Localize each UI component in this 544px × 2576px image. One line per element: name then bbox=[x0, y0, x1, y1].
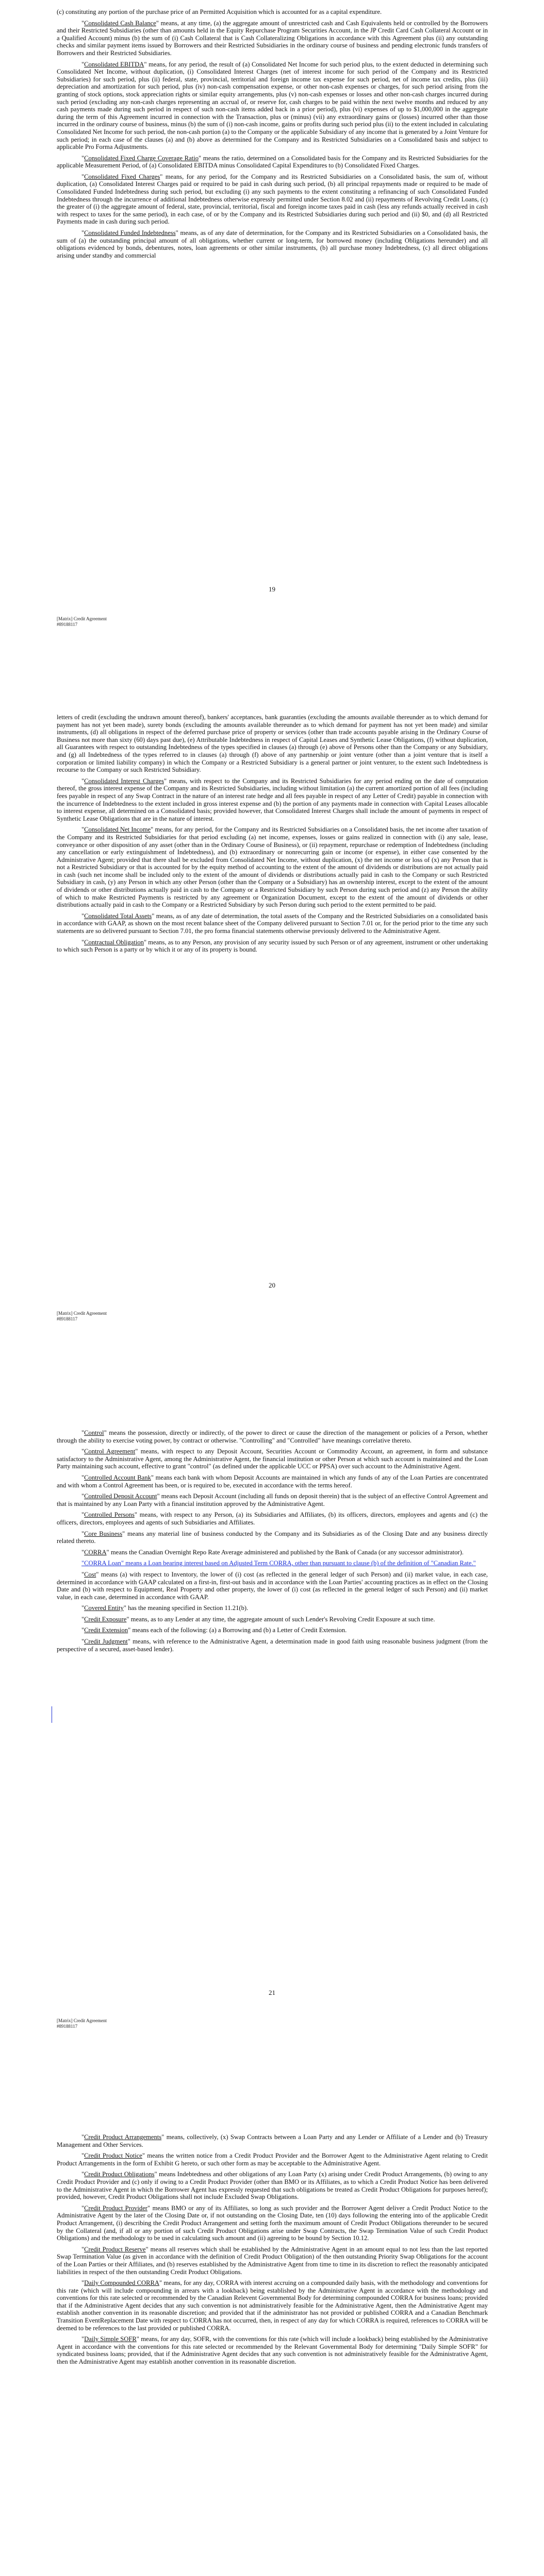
definition-paragraph: "Credit Product Notice" means the written notice from a Credit Product Provider and the Borrower Agent to the Administrative Agent relating to Credit Product Arrangements in the form of Exhibit G hereto, or such other form as may be acceptable to the Administrative Agent. bbox=[57, 2152, 488, 2167]
defined-term: Core Business bbox=[84, 1530, 123, 1537]
definition-text: means, for any period, the result of (a) Consolidated Net Income for such period plus, to the extent deducted in determining such Consolidated Net Income, without duplication, (i) Consolidated Interest Charges (net of interest income for such period of the Company and its Restricted Subsidiaries) for such period, plus (ii) federal, state, provincial, territorial and foreign income tax expense for such period, net of income tax credits, plus (iii) depreciation and amortization for such period, plus (iv) non-cash compensation expense, or other non-cash expenses or charges, for such period arising from the granting of stock options, stock appreciation rights or similar equity arrangements, plus (v) non-cash expenses or losses and other non-cash charges incurred during such period (excluding any non-cash charges representing an accrual of, or reserve for, cash charges to be paid within the next twelve months and reduced by any cash payments made during such period in respect of such non-cash items added back in a prior period), plus (vi) expenses of up to $1,000,000 in the aggregate during the term of this Agreement incurred in connection with the Transaction, plus or (minus) (vii) any extraordinary gains or (losses) incurred other than those incurred in the ordinary course of business, minus (b) the sum of (i) non-cash income, gains or profits during such period plus (ii) to the extent included in calculating Consolidated Net Income for such period, the non-cash portion (a) to the Company or the applicable Subsidiary of any income that is generated by a Joint Venture for such period; in each case of the clauses (a) and (b) above as determined for the Company and its Restricted Subsidiaries on a Consolidated basis and subject to applicable Pro Forma Adjustments. bbox=[57, 60, 488, 151]
definition-paragraph: "Covered Entity" has the meaning specified in Section 11.21(b). bbox=[81, 1604, 249, 1612]
definition-paragraph: "CORRA" means the Canadian Overnight Repo Rate Average administered and published by the Bank of Canada (or any successor administrator). bbox=[81, 1548, 464, 1556]
footer-title: [Matrix] Credit Agreement bbox=[57, 2018, 107, 2023]
page-body bbox=[57, 714, 488, 957]
definition-text: means each of the following: (a) a Borrowing and (b) a Letter of Credit Extension. bbox=[130, 1626, 347, 1634]
definition-text: means a Loan bearing interest based on Adjusted Term CORRA, other than pursuant to clause (b) of the definition of "Canadian Rate." bbox=[124, 1560, 476, 1567]
definition-paragraph: "Core Business" means any material line of business conducted by the Company and its Subsidiaries as of the Closing Date and any business directly related thereto. bbox=[57, 1530, 488, 1545]
definition-paragraph: "Daily Simple SOFR" means, for any day, SOFR, with the conventions for this rate (which will include a lookback) being established by the Administrative Agent in accordance with the conventions for this rate selected or recommended by the Relevant Governmental Body for determining "Daily Simple SOFR" for syndicated business loans; provided, that if the Administrative Agent decides that any such convention is not administratively feasible for the Administrative Agent, then the Administrative Agent may establish another convention in its reasonable discretion. bbox=[57, 2335, 488, 2366]
definition-paragraph: "Credit Product Provider" means BMO or any of its Affiliates, so long as such provider and the Borrower Agent deliver a Credit Product Notice to the Administrative Agent by the later of the Closing Date or, if not outstanding on the Closing Date, ten (10) days following the entering into of the applicable Credit Product Arrangement, (i) describing the Credit Product Arrangement and setting forth the maximum amount of Credit Product Obligations thereunder to be secured by the Collateral (and, if all or any portion of such Credit Product Obligations arise under Swap Contracts, the Swap Termination Value of such Credit Product Obligations) and the methodology to be used in calculating such amount and (ii) agreeing to be bound by Section 10.12. bbox=[57, 2204, 488, 2242]
page-footer bbox=[57, 616, 107, 628]
defined-term: Credit Product Provider bbox=[84, 2204, 148, 2212]
revised-definition-paragraph: "CORRA Loan" means a Loan bearing interest based on Adjusted Term CORRA, other than pursuant to clause (b) of the definition of "Canadian Rate." bbox=[81, 1560, 476, 1567]
defined-term: Daily Simple SOFR bbox=[84, 2335, 137, 2343]
page-number: 19 bbox=[269, 585, 275, 593]
defined-term: Credit Extension bbox=[84, 1626, 128, 1634]
definition-text: letters of credit (excluding the undrawn amount thereof), bankers' acceptances, bank guaranties (excluding the amounts available thereunder as to which demand for payment has not yet been made), surety bonds (excluding the amounts available thereunder as to which demand for payment has not yet been made) and similar instruments, (d) all obligations in respect of the deferred purchase price of property or services (other than trade accounts payable arising in the Ordinary Course of Business not more than sixty (60) days past due), (e) Attributable Indebtedness in respect of Capital Leases and Synthetic Lease Obligations, (f) without duplication, all Guarantees with respect to outstanding Indebtedness of the types specified in clauses (a) through (e) above of Persons other than the Company or any Subsidiary, and (g) all Indebtedness of the types referred to in clauses (a) through (f) above of any partnership or joint venture (other than a joint venture that is itself a corporation or limited liability company) in which the Company or a Restricted Subsidiary is a general partner or joint venturer, to the extent such Indebtedness is recourse to the Company or such Restricted Subsidiary. bbox=[57, 714, 488, 774]
footer-doc-id: #89188117 bbox=[57, 1316, 78, 1321]
definition-paragraph bbox=[57, 714, 488, 774]
definition-text: means, for any day, CORRA with interest accruing on a compounded daily basis, with the methodology and conventions for this rate (which will include compounding in arrears with a lookback) being established by the Administrative Agent in accordance with the methodology and conventions for this rate selected or recommended by the Canadian Relevent Governmental Body for determining compounded CORRA for business loans; provided that if the Administrative Agent decides that any such convention is not administratively feasible for the Administrative Agent, then the Administrative Agent may establish another convention in its reasonable discretion; and provided that if the administrator has not provided or published CORRA and a Canadian Benchmark Transition EventReplacement Date with respect to CORRA has not occurred, then, in respect of any day for which CORRA is required, references to CORRA will be deemed to be references to the last provided or published CORRA. bbox=[57, 2279, 488, 2332]
defined-term: Contractual Obligation bbox=[84, 938, 144, 946]
defined-term: CORRA bbox=[84, 1548, 107, 1556]
definition-text: means each bank with whom Deposit Accounts are maintained in which any funds of any of the Loan Parties are concentrated and with whom a Control Agreement has been, or is required to be, executed in accordance with the terms hereof. bbox=[57, 1473, 488, 1489]
definition-paragraph: "Controlled Persons" means, with respect to any Person, (a) its Subsidiaries and Affiliates, (b) its officers, directors, employees and agents and (c) the officers, directors, employees and agents of such Subsidiaries and Affiliates. bbox=[57, 1511, 488, 1526]
definition-paragraph: "Control" means the possession, directly or indirectly, of the power to direct or cause the direction of the management or policies of a Person, whether through the ability to exercise voting power, by contract or otherwise. "Controlling" and "Controlled" have meanings correlative thereto. bbox=[57, 1429, 488, 1444]
definition-text: means, for any period, for the Company and its Restricted Subsidiaries on a Consolidated basis, the sum of, without duplication, (a) Consolidated Interest Charges paid or required to be paid in cash during such period, (b) all principal repayments made or required to be made of Consolidated Funded Indebtedness during such period, but excluding (i) any such payments to the extent constituting a refinancing of such Consolidated Funded Indebtedness through the incurrence of additional Indebtedness otherwise expressly permitted under Section 8.02 and (ii) repayments of Revolving Credit Loans, (c) the greater of (i) the aggregate amount of federal, state, provincial, territorial, fiscal and foreign income taxes paid in cash (less any refunds actually received in cash with respect to taxes for the same period), in each case, of or by the Company and its Restricted Subsidiaries during such period and (ii) $0, and (d) all Restricted Payments made in cash during such period. bbox=[57, 173, 488, 226]
definition-paragraph: "Controlled Deposit Account" means each Deposit Account (including all funds on deposit therein) that is the subject of an effective Control Agreement and that is maintained by any Loan Party with a financial institution approved by the Administrative Agent. bbox=[57, 1493, 488, 1507]
definition-paragraph: "Consolidated Net Income" means, for any period, for the Company and its Restricted Subsidiaries on a Consolidated basis, the net income after taxation of the Company and its Restricted Subsidiaries for that period excluding (a) net income, expenses, losses or gains realized in connection with (i) any sale, lease, conveyance or other disposition of any asset (other than in the Ordinary Course of Business), or (ii) repayment, repurchase or redemption of Indebtedness (including any cancellation or early extinguishment of Indebtedness), and (b) extraordinary or nonrecurring gain or income (or expense), in either case consented by the Administrative Agent; provided that there shall be excluded from Consolidated Net Income, without duplication, (x) the net income or loss of (x) any Person that is not a Restricted Subsidiary or that is accounted for by the equity method of accounting to the extent of the amount of dividends or distributions are not actually paid in cash (such net income shall be included only to the extent of the amount of dividends or distributions actually paid in cash to the Company or such Restricted Subsidiary in cash, (y) any Person in which any other Person (other than the Company or a Subsidiary) has an ownership interest, except to the extent of the amount of dividends or other distributions actually paid in cash to the Company or a Restricted Subsidiary by such Person during such period and (z) any Person the ability of which to make Restricted Payments is restricted by any agreement or Organization Document, except to the extent of the amount of dividends or other distributions actually paid in cash to the Company or a Restricted Subsidiary by such Person during such period to the extent permitted to be paid. bbox=[57, 826, 488, 909]
page-21 bbox=[0, 1406, 544, 2110]
definition-text: means, at any time, (a) the aggregate amount of unrestricted cash and Cash Equivalents held or controlled by the Borrowers and their Restricted Subsidiaries (other than amounts held in the Equity Repurchase Program Securities Account, in the JP Credit Card Cash Collateral Account or in a Qualified Account) minus (b) the sum of (i) Cash Collateral that is Cash Collateralizing Obligations in accordance with this Agreement plus (ii) any outstanding checks and similar payment items issued by Borrowers and their Restricted Subsidiaries in the ordinary course of business and pending electronic funds transfers of Borrowers and their Restricted Subsidiaries. bbox=[57, 19, 488, 57]
footer-title: [Matrix] Credit Agreement bbox=[57, 616, 107, 621]
definition-text: means, with respect to any Deposit Account, Securities Account or Commodity Account, an agreement, in form and substance satisfactory to the Administrative Agent, among the Administrative Agent, the financial institution or other Person at which such account is maintained and the Loan Party maintaining such account, effective to grant "control" (as defined under the applicable UCC or PPSA) over such account to the Administrative Agent. bbox=[57, 1448, 488, 1470]
defined-term: Credit Product Reserve bbox=[84, 2245, 146, 2253]
defined-term: Control Agreement bbox=[84, 1448, 136, 1455]
definition-paragraph bbox=[57, 8, 488, 16]
defined-term: Credit Judgment bbox=[84, 1638, 128, 1646]
definition-text: means the possession, directly or indirectly, of the power to direct or cause the direction of the management or policies of a Person, whether through the ability to exercise voting power, by contract or otherwise. "Controlling" and "Controlled" have meanings correlative thereto. bbox=[57, 1429, 488, 1444]
defined-term: Credit Product Notice bbox=[84, 2152, 142, 2160]
defined-term: Consolidated Funded Indebtedness bbox=[84, 229, 176, 237]
definition-text: means, for any day, SOFR, with the conventions for this rate (which will include a lookback) being established by the Administrative Agent in accordance with the conventions for this rate selected or recommended by the Relevant Governmental Body for determining "Daily Simple SOFR" for syndicated business loans; provided, that if the Administrative Agent decides that any such convention is not administratively feasible for the Administrative Agent, then the Administrative Agent may establish another convention in its reasonable discretion. bbox=[57, 2335, 488, 2366]
page-19 bbox=[0, 0, 544, 703]
definition-text: means each Deposit Account (including all funds on deposit therein) that is the subject of an effective Control Agreement and that is maintained by any Loan Party with a financial institution approved by the Administrative Agent. bbox=[57, 1493, 488, 1507]
definition-paragraph: "Consolidated Interest Charges" means, with respect to the Company and its Restricted Subsidiaries for any period ending on the date of computation thereof, the gross interest expense of the Company and its Restricted Subsidiaries, including without limitation (a) the current amortized portion of all fees (including fees payable in respect of any Swap Contract in the nature of an interest rate hedge and all fees payable in respect of any Letter of Credit) payable in connection with the incurrence of Indebtedness to the extent included in gross interest expense and (b) the portion of any payments made in connection with Capital Leases allocable to interest expense, all determined on a Consolidated basis; provided however, that Consolidated Interest Charges shall include the amount of payments in respect of Synthetic Lease Obligations that are in the nature of interest. bbox=[57, 777, 488, 822]
defined-term: Controlled Deposit Account bbox=[84, 1493, 157, 1500]
definition-paragraph: "Daily Compounded CORRA" means, for any day, CORRA with interest accruing on a compounded daily basis, with the methodology and conventions for this rate (which will include compounding in arrears with a lookback) being established by the Administrative Agent in accordance with the methodology and conventions for this rate selected or recommended by the Canadian Relevent Governmental Body for determining compounded CORRA for business loans; provided that if the Administrative Agent decides that any such convention is not administratively feasible for the Administrative Agent, then the Administrative Agent may establish another convention in its reasonable discretion; and provided that if the administrator has not provided or published CORRA and a Canadian Benchmark Transition EventReplacement Date with respect to CORRA has not occurred, then, in respect of any day for which CORRA is required, references to CORRA will be deemed to be references to the last provided or published CORRA. bbox=[57, 2279, 488, 2332]
definition-paragraph: "Consolidated Cash Balance" means, at any time, (a) the aggregate amount of unrestricted cash and Cash Equivalents held or controlled by the Borrowers and their Restricted Subsidiaries (other than amounts held in the Equity Repurchase Program Securities Account, in the JP Credit Card Cash Collateral Account or in a Qualified Account) minus (b) the sum of (i) Cash Collateral that is Cash Collateralizing Obligations in accordance with this Agreement plus (ii) any outstanding checks and similar payment items issued by Borrowers and their Restricted Subsidiaries in the ordinary course of business and pending electronic funds transfers of Borrowers and their Restricted Subsidiaries. bbox=[57, 19, 488, 57]
defined-term: Consolidated Net Income bbox=[84, 826, 151, 834]
definition-text: means (a) with respect to Inventory, the lower of (i) cost (as reflected in the general ledger of such Person) and (ii) market value, in each case, determined in accordance with GAAP calculated on a first-in, first-out basis and in accordance with the Loan Parties' accounting practices as in effect on the Closing Date and (b) with respect to Equipment, Real Property and other property, the lower of (i) cost (as reflected in the general ledger of such Person) and (ii) market value, in each case, determined in accordance with GAAP. bbox=[57, 1570, 488, 1601]
definition-text: means, as of any date of determination, for the Company and its Restricted Subsidiaries on a Consolidated basis, the sum of (a) the outstanding principal amount of all obligations, whether current or long-term, for borrowed money (including Obligations hereunder) and all obligations evidenced by bonds, debentures, notes, loan agreements or other similar instruments, (b) all purchase money Indebtedness, (c) all direct obligations arising under standby and commercial bbox=[57, 229, 488, 259]
definition-paragraph: "Credit Extension" means each of the following: (a) a Borrowing and (b) a Letter of Credit Extension. bbox=[81, 1626, 347, 1634]
page-number: 20 bbox=[269, 1281, 275, 1289]
page-body bbox=[57, 2133, 488, 2369]
definition-paragraph: "Contractual Obligation" means, as to any Person, any provision of any security issued by such Person or of any agreement, instrument or other undertaking to which such Person is a party or by which it or any of its property is bound. bbox=[57, 938, 488, 954]
definition-text: means, as of any date of determination, the total assets of the Company and the Restricted Subsidiaries on a consolidated basis in accordance with GAAP, as shown on the most recent balance sheet of the Company delivered pursuant to Section 7.01 or, for the period prior to the time any such statements are so delivered pursuant to Section 7.01, the pro forma financial statements otherwise previously delivered to the Administrative Agent. bbox=[57, 912, 488, 935]
defined-term: Controlled Account Bank bbox=[84, 1473, 151, 1481]
definition-text: means, for any period, for the Company and its Restricted Subsidiaries on a Consolidated basis, the net income after taxation of the Company and its Restricted Subsidiaries for that period excluding (a) net income, expenses, losses or gains realized in connection with (i) any sale, lease, conveyance or other disposition of any asset (other than in the Ordinary Course of Business), or (ii) repayment, repurchase or redemption of Indebtedness (including any cancellation or early extinguishment of Indebtedness), and (b) extraordinary or nonrecurring gain or income (or expense), in either case consented by the Administrative Agent; provided that there shall be excluded from Consolidated Net Income, without duplication, (x) the net income or loss of (x) any Person that is not a Restricted Subsidiary or that is accounted for by the equity method of accounting to the extent of the amount of dividends or distributions are not actually paid in cash (such net income shall be included only to the extent of the amount of dividends or distributions actually paid in cash to the Company or such Restricted Subsidiary in cash, (y) any Person in which any other Person (other than the Company or a Subsidiary) has an ownership interest, except to the extent of the amount of dividends or other distributions actually paid in cash to the Company or a Restricted Subsidiary by such Person during such period and (z) any Person the ability of which to make Restricted Payments is restricted by any agreement or Organization Document, except to the extent of the amount of dividends or other distributions actually paid in cash to the Company or a Restricted Subsidiary by such Person during such period to the extent permitted to be paid. bbox=[57, 826, 488, 909]
definition-text: means, collectively, (x) Swap Contracts between a Loan Party and any Lender or Affiliate of a Lender and (b) Treasury Management and Other Services. bbox=[57, 2133, 488, 2148]
footer-title: [Matrix] Credit Agreement bbox=[57, 1311, 107, 1316]
defined-term: Daily Compounded CORRA bbox=[84, 2279, 160, 2287]
page-body bbox=[57, 1429, 488, 1656]
definition-paragraph: "Credit Judgment" means, with reference to the Administrative Agent, a determination made in good faith using reasonable business judgment (from the perspective of a secured, asset-based lender). bbox=[57, 1638, 488, 1653]
page-body bbox=[57, 8, 488, 263]
definition-paragraph: "Consolidated Funded Indebtedness" means, as of any date of determination, for the Company and its Restricted Subsidiaries on a Consolidated basis, the sum of (a) the outstanding principal amount of all obligations, whether current or long-term, for borrowed money (including Obligations hereunder) and all obligations evidenced by bonds, debentures, notes, loan agreements or other similar instruments, (b) all purchase money Indebtedness, (c) all direct obligations arising under standby and commercial bbox=[57, 229, 488, 259]
definition-text: means the Canadian Overnight Repo Rate Average administered and published by the Bank of Canada (or any successor administrator). bbox=[109, 1548, 464, 1556]
defined-term: Consolidated Fixed Charge Coverage Ratio bbox=[84, 154, 199, 162]
definition-paragraph: "Consolidated Fixed Charges" means, for any period, for the Company and its Restricted Subsidiaries on a Consolidated basis, the sum of, without duplication, (a) Consolidated Interest Charges paid or required to be paid in cash during such period, (b) all principal repayments made or required to be made of Consolidated Funded Indebtedness during such period, but excluding (i) any such payments to the extent constituting a refinancing of such Consolidated Funded Indebtedness through the incurrence of additional Indebtedness otherwise expressly permitted under Section 8.02 and (ii) repayments of Revolving Credit Loans, (c) the greater of (i) the aggregate amount of federal, state, provincial, territorial, fiscal and foreign income taxes paid in cash (less any refunds actually received in cash with respect to taxes for the same period), in each case, of or by the Company and its Restricted Subsidiaries during such period and (ii) $0, and (d) all Restricted Payments made in cash during such period. bbox=[57, 173, 488, 226]
definition-text: means all reserves which shall be established by the Administrative Agent in an amount equal to not less than the last reported Swap Termination Value (as given in accordance with the definition of Credit Product Obligation) of the then outstanding Priority Swap Obligations for the account of the Loan Parties or their Affiliates, and (b) reserves established by the Administrative Agent from time to time in its discretion to reflect the reasonably anticipated liabilities in respect of the then outstanding Credit Product Obligations. bbox=[57, 2245, 488, 2276]
definition-paragraph: "Credit Product Reserve" means all reserves which shall be established by the Administrative Agent in an amount equal to not less than the last reported Swap Termination Value (as given in accordance with the definition of Credit Product Obligation) of the then outstanding Priority Swap Obligations for the account of the Loan Parties or their Affiliates, and (b) reserves established by the Administrative Agent from time to time in its discretion to reflect the reasonably anticipated liabilities in respect of the then outstanding Credit Product Obligations. bbox=[57, 2245, 488, 2276]
footer-doc-id: #89188117 bbox=[57, 622, 78, 627]
definition-paragraph: "Controlled Account Bank" means each bank with whom Deposit Accounts are maintained in which any funds of any of the Loan Parties are concentrated and with whom a Control Agreement has been, or is required to be, executed in accordance with the terms hereof. bbox=[57, 1473, 488, 1489]
definition-text: has the meaning specified in Section 11.21(b). bbox=[126, 1604, 249, 1612]
defined-term: Consolidated EBITDA bbox=[84, 60, 144, 68]
page-22 bbox=[0, 2110, 544, 2576]
definition-paragraph: "Control Agreement" means, with respect to any Deposit Account, Securities Account or Commodity Account, an agreement, in form and substance satisfactory to the Administrative Agent, among the Administrative Agent, the financial institution or other Person at which such account is maintained and the Loan Party maintaining such account, effective to grant "control" (as defined under the applicable UCC or PPSA) over such account to the Administrative Agent. bbox=[57, 1448, 488, 1470]
definition-text: (c) constituting any portion of the purchase price of an Permitted Acquisition which is accounted for as a capital expenditure. bbox=[57, 8, 382, 15]
definition-text: means the written notice from a Credit Product Provider and the Borrower Agent to the Administrative Agent relating to Credit Product Arrangements in the form of Exhibit G hereto, or such other form as may be acceptable to the Administrative Agent. bbox=[57, 2152, 488, 2167]
defined-term: Credit Exposure bbox=[84, 1615, 127, 1623]
defined-term: Consolidated Total Assets bbox=[84, 912, 152, 920]
page-20 bbox=[0, 703, 544, 1406]
defined-term: Consolidated Fixed Charges bbox=[84, 173, 160, 180]
definition-text: means, with reference to the Administrative Agent, a determination made in good faith using reasonable business judgment (from the perspective of a secured, asset-based lender). bbox=[57, 1638, 488, 1653]
defined-term: Covered Entity bbox=[84, 1604, 124, 1612]
defined-term: Control bbox=[84, 1429, 104, 1436]
page-footer bbox=[57, 1311, 107, 1322]
defined-term: CORRA Loan bbox=[84, 1560, 121, 1567]
definition-paragraph: "Credit Product Obligations" means Indebtedness and other obligations of any Loan Party (x) arising under Credit Product Arrangements, (b) owing to any Credit Product Provider and (c) only if owing to a Credit Product Provider (other than BMO or its Affiliates, as to which a Credit Product Notice has been delivered to the Administrative Agent in which the Borrower Agent has expressly requested that such obligations be treated as Credit Product Obligations for purposes hereof); provided, however, Credit Product Obligations shall not include Excluded Swap Obligations. bbox=[57, 2171, 488, 2201]
defined-term: Consolidated Cash Balance bbox=[84, 19, 156, 27]
defined-term: Controlled Persons bbox=[84, 1511, 135, 1519]
defined-term: Credit Product Obligations bbox=[84, 2171, 155, 2178]
definition-text: means Indebtedness and other obligations of any Loan Party (x) arising under Credit Product Arrangements, (b) owing to any Credit Product Provider and (c) only if owing to a Credit Product Provider (other than BMO or its Affiliates, as to which a Credit Product Notice has been delivered to the Administrative Agent in which the Borrower Agent has expressly requested that such obligations be treated as Credit Product Obligations for purposes hereof); provided, however, Credit Product Obligations shall not include Excluded Swap Obligations. bbox=[57, 2171, 488, 2201]
page-number: 21 bbox=[269, 1989, 275, 1996]
defined-term: Consolidated Interest Charges bbox=[84, 777, 164, 785]
page-footer bbox=[57, 2018, 107, 2029]
definition-text: means the ratio, determined on a Consolidated basis for the Company and its Restricted Subsidiaries for the applicable Measurement Period, of (a) Consolidated EBITDA minus Consolidated Capital Expenditures to (b) Consolidated Fixed Charges. bbox=[57, 154, 488, 170]
definition-paragraph: "Cost" means (a) with respect to Inventory, the lower of (i) cost (as reflected in the general ledger of such Person) and (ii) market value, in each case, determined in accordance with GAAP calculated on a first-in, first-out basis and in accordance with the Loan Parties' accounting practices as in effect on the Closing Date and (b) with respect to Equipment, Real Property and other property, the lower of (i) cost (as reflected in the general ledger of such Person) and (ii) market value, in each case, determined in accordance with GAAP. bbox=[57, 1570, 488, 1601]
definition-text: means, with respect to any Person, (a) its Subsidiaries and Affiliates, (b) its officers, directors, employees and agents and (c) the officers, directors, employees and agents of such Subsidiaries and Affiliates. bbox=[57, 1511, 488, 1526]
footer-doc-id: #89188117 bbox=[57, 2024, 78, 2029]
defined-term: Cost bbox=[84, 1570, 96, 1578]
definition-text: means, with respect to the Company and its Restricted Subsidiaries for any period ending on the date of computation thereof, the gross interest expense of the Company and its Restricted Subsidiaries, including without limitation (a) the current amortized portion of all fees (including fees payable in respect of any Swap Contract in the nature of an interest rate hedge and all fees payable in respect of any Letter of Credit) payable in connection with the incurrence of Indebtedness to the extent included in gross interest expense and (b) the portion of any payments made in connection with Capital Leases allocable to interest expense, all determined on a Consolidated basis; provided however, that Consolidated Interest Charges shall include the amount of payments in respect of Synthetic Lease Obligations that are in the nature of interest. bbox=[57, 777, 488, 822]
definition-paragraph: "Credit Product Arrangements" means, collectively, (x) Swap Contracts between a Loan Party and any Lender or Affiliate of a Lender and (b) Treasury Management and Other Services. bbox=[57, 2133, 488, 2148]
definition-paragraph: "Credit Exposure" means, as to any Lender at any time, the aggregate amount of such Lender's Revolving Credit Exposure at such time. bbox=[81, 1615, 435, 1623]
definition-paragraph: "Consolidated EBITDA" means, for any period, the result of (a) Consolidated Net Income for such period plus, to the extent deducted in determining such Consolidated Net Income, without duplication, (i) Consolidated Interest Charges (net of interest income for such period of the Company and its Restricted Subsidiaries) for such period, plus (ii) federal, state, provincial, territorial and foreign income tax expense for such period, net of income tax credits, plus (iii) depreciation and amortization for such period, plus (iv) non-cash compensation expense, or other non-cash expenses or charges, for such period arising from the granting of stock options, stock appreciation rights or similar equity arrangements, plus (v) non-cash expenses or losses and other non-cash charges incurred during such period (excluding any non-cash charges representing an accrual of, or reserve for, cash charges to be paid within the next twelve months and reduced by any cash payments made during such period in respect of such non-cash items added back in a prior period), plus (vi) expenses of up to $1,000,000 in the aggregate during the term of this Agreement incurred in connection with the Transaction, plus or (minus) (vii) any extraordinary gains or (losses) incurred other than those incurred in the ordinary course of business, minus (b) the sum of (i) non-cash income, gains or profits during such period plus (ii) to the extent included in calculating Consolidated Net Income for such period, the non-cash portion (a) to the Company or the applicable Subsidiary of any income that is generated by a Joint Venture for such period; in each case of the clauses (a) and (b) above as determined for the Company and its Restricted Subsidiaries on a Consolidated basis and subject to applicable Pro Forma Adjustments. bbox=[57, 60, 488, 151]
definition-paragraph: "Consolidated Fixed Charge Coverage Ratio" means the ratio, determined on a Consolidated basis for the Company and its Restricted Subsidiaries for the applicable Measurement Period, of (a) Consolidated EBITDA minus Consolidated Capital Expenditures to (b) Consolidated Fixed Charges. bbox=[57, 154, 488, 170]
defined-term: Credit Product Arrangements bbox=[84, 2133, 162, 2141]
definition-text: means any material line of business conducted by the Company and its Subsidiaries as of the Closing Date and any business directly related thereto. bbox=[57, 1530, 488, 1545]
definition-paragraph: "Consolidated Total Assets" means, as of any date of determination, the total assets of the Company and the Restricted Subsidiaries on a consolidated basis in accordance with GAAP, as shown on the most recent balance sheet of the Company delivered pursuant to Section 7.01 or, for the period prior to the time any such statements are so delivered pursuant to Section 7.01, the pro forma financial statements otherwise previously delivered to the Administrative Agent. bbox=[57, 912, 488, 935]
definition-text: means BMO or any of its Affiliates, so long as such provider and the Borrower Agent deliver a Credit Product Notice to the Administrative Agent by the later of the Closing Date or, if not outstanding on the Closing Date, ten (10) days following the entering into of the applicable Credit Product Arrangement, (i) describing the Credit Product Arrangement and setting forth the maximum amount of Credit Product Obligations thereunder to be secured by the Collateral (and, if all or any portion of such Credit Product Obligations arise under Swap Contracts, the Swap Termination Value of such Credit Product Obligations) and the methodology to be used in calculating such amount and (ii) agreeing to be bound by Section 10.12. bbox=[57, 2204, 488, 2242]
definition-text: means, as to any Person, any provision of any security issued by such Person or of any agreement, instrument or other undertaking to which such Person is a party or by which it or any of its property is bound. bbox=[57, 938, 488, 954]
definition-text: means, as to any Lender at any time, the aggregate amount of such Lender's Revolving Credit Exposure at such time. bbox=[129, 1615, 435, 1623]
